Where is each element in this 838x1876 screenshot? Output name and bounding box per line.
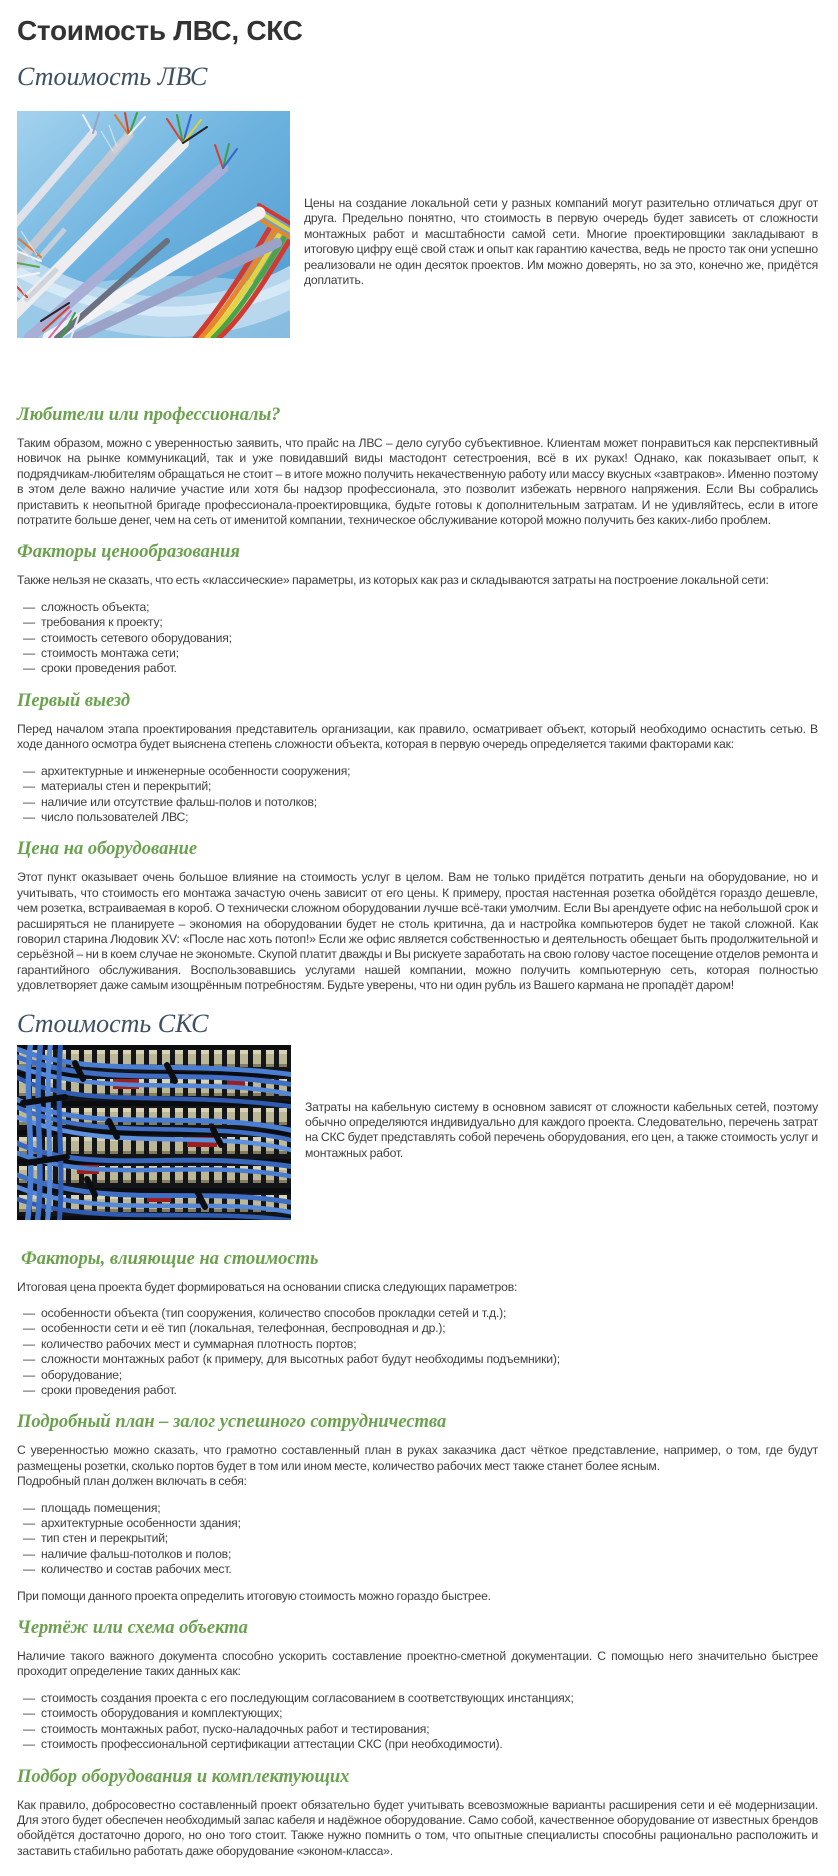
lvs-sub1-paragraph: Таким образом, можно с уверенностью заявить, что прайс на ЛВС – дело сугубо субъективное. Клиентам может понравиться как перспективный новичок на рынке коммуникаций, так и уже повидавший виды мастодонт сетестроения, всё в их руках! Однако, как показывает опыт, к подрядчикам-любителям обращаться не стоит – в итоге можно получить некачественную работу или массу вкусных «завтраков». Именно поэтому в этом деле важно наличие участие или хотя бы надзор профессионала, это позволит избежать нервного напряжения. Если Вы собрались приставить к неопытной бригаде профессионала-проектировщика, будьте готовы к дополнительным затратам. И не удивляйтесь, если в итоге потратите больше денег, чем на сеть от именитой компании, техническое обслуживание которой можно получить без каких-либо проблем. (17, 436, 818, 528)
sks-intro-paragraph: Затраты на кабельную систему в основном зависят от сложности кабельных сетей, поэтому обычно определяются индивидуально для каждого проекта. Следовательно, перечень затрат на СКС будет представлять собой перечень оборудования, его цен, а также стоимость услуг и монтажных работ. (305, 1099, 818, 1160)
list-item: — сложности монтажных работ (к примеру, для высотных работ будут необходимы подъемники); (23, 1352, 818, 1367)
list-item: — особенности сети и её тип (локальная, телефонная, беспроводная и др.); (23, 1321, 818, 1336)
section-lvs (17, 62, 818, 994)
sks-sub2-paragraph: С уверенностью можно сказать, что грамотно составленный план в руках заказчика даст чёткое представление, например, о том, где будут размещены розетки, сколько портов будет в том или ином месте, количество рабочих мест также станет более ясным. (17, 1443, 818, 1473)
list-item: — сроки проведения работ. (23, 1383, 818, 1398)
list-item: — архитектурные особенности здания; (23, 1516, 818, 1531)
list-item: — стоимость создания проекта с его последующим согласованием в соответствующих инстанциях; (23, 1691, 818, 1706)
patch-panel-image (17, 1045, 291, 1220)
lvs-sub3-heading: Первый выезд (17, 690, 131, 711)
sks-sub3-list (17, 1691, 818, 1753)
list-item: — требования к проекту; (23, 615, 818, 630)
lvs-media-row (17, 111, 818, 338)
list-item: — стоимость сетевого оборудования; (23, 631, 818, 646)
sks-sub1-heading: Факторы, влияющие на стоимость (21, 1248, 319, 1269)
lvs-intro-paragraph: Цены на создание локальной сети у разных компаний могут разительно отличаться друг от друга. Предельно понятно, что стоимость в первую очередь будет зависеть от сложности монтажных работ и масштабности самой сети. Многие проектировщики закладывают в итоговую цифру ещё свой стаж и опыт как гарантию качества, ведь не просто так они успешно реализовали не один десяток проектов. Им можно доверять, но за это, конечно же, придётся доплатить. (304, 196, 818, 288)
sks-sub2-heading: Подробный план – залог успешного сотрудничества (17, 1412, 447, 1433)
page-title: Стоимость ЛВС, СКС (17, 15, 303, 46)
sks-intro-block (305, 1045, 818, 1162)
list-item: — сроки проведения работ. (23, 661, 818, 676)
lan-cables-image (17, 111, 290, 338)
sks-heading: Стоимость СКС (17, 1008, 209, 1038)
lvs-sub2-list (17, 600, 818, 677)
list-item: — площадь помещения; (23, 1501, 818, 1516)
list-item: — материалы стен и перекрытий; (23, 779, 818, 794)
sks-sub1-lead: Итоговая цена проекта будет формироваться на основании списка следующих параметров: (17, 1279, 518, 1294)
sks-sub2-lead: Подробный план должен включать в себя: (17, 1474, 247, 1489)
list-item: — стоимость профессиональной сертификации аттестации СКС (при необходимости). (23, 1737, 818, 1752)
lvs-sub2-lead: Также нельзя не сказать, что есть «классические» параметры, из которых как раз и складываются затраты на построение локальной сети: (17, 573, 769, 588)
sks-sub3-heading: Чертёж или схема объекта (17, 1618, 248, 1639)
sks-sub2-outro: При помощи данного проекта определить итоговую стоимость можно гораздо быстрее. (17, 1588, 491, 1603)
section-sks (17, 1009, 818, 1860)
list-item: — стоимость монтажных работ, пуско-наладочных работ и тестирования; (23, 1722, 818, 1737)
lvs-sub4-paragraph: Этот пункт оказывает очень большое влияние на стоимость услуг в целом. Вам не только придётся потратить деньги на оборудование, но и учитывать, что стоимость его монтажа зачастую очень зависит от его цены. К примеру, простая настенная розетка обойдётся гораздо дешевле, чем розетка, встраиваемая в короб. О технически сложном оборудовании лучше всё-таки умолчим. Если Вы арендуете офис на небольшой срок и расширяться не планируете – экономия на оборудовании будет не столь критична, да и настройка компьютеров будет не такой сложной. Как говорил старина Людовик XV: «После нас хоть потоп!» Если же офис является собственностью и деятельность обещает быть продолжительной и серьёзной – ни в коем случае не экономьте. Скупой платит дважды и Вы рискуете заработать на свою голову частое посещение отделов ремонта и гарантийного обслуживания. Воспользовавшись услугами нашей компании, можно получить компьютерную сеть, которая полностью удовлетворяет даже самым изощрённым потребностям. Будьте уверены, что ни один рубль из Вашего кармана не пропадёт даром! (17, 870, 818, 993)
list-item: — оборудование; (23, 1368, 818, 1383)
list-item: — особенности объекта (тип сооружения, количество способов прокладки сетей и т.д.); (23, 1306, 818, 1321)
lvs-sub2-heading: Факторы ценообразования (17, 542, 240, 563)
sks-sub4-paragraph: Как правило, добросовестно составленный проект обязательно будет учитывать всевозможные варианты расширения сети и её модернизации. Для этого будет обеспечен необходимый запас кабеля и надёжное оборудование. Само собой, качественное оборудование от известных брендов обойдётся достаточно дорого, но оно того стоит. Также нужно помнить о том, что опытные специалисты способны рационально расположить и заставить стабильно работать даже оборудование «эконом-класса». (17, 1797, 818, 1858)
lvs-sub3-lead: Перед началом этапа проектирования представитель организации, как правило, осматривает объект, который необходимо оснастить сетью. В ходе данного осмотра будет выяснена степень сложности объекта, которая в первую очередь определяется такими факторами как: (17, 721, 818, 752)
sks-sub2-list (17, 1501, 818, 1578)
list-item: — количество рабочих мест и суммарная плотность портов; (23, 1337, 818, 1352)
sks-sub4-heading: Подбор оборудования и комплектующих (17, 1766, 350, 1787)
list-item: — число пользователей ЛВС; (23, 810, 818, 825)
list-item: — архитектурные и инженерные особенности сооружения; (23, 764, 818, 779)
list-item: — стоимость оборудования и комплектующих; (23, 1706, 818, 1721)
list-item: — стоимость монтажа сети; (23, 646, 818, 661)
list-item: — количество и состав рабочих мест. (23, 1562, 818, 1577)
sks-media-row (17, 1045, 818, 1220)
lvs-sub1-heading: Любители или профессионалы? (17, 405, 281, 425)
lvs-sub4-heading: Цена на оборудование (17, 839, 198, 860)
list-item: — сложность объекта; (23, 600, 818, 615)
list-item: — наличие или отсутствие фальш-полов и потолков; (23, 795, 818, 810)
lvs-heading: Стоимость ЛВС (17, 62, 208, 91)
list-item: — тип стен и перекрытий; (23, 1531, 818, 1546)
sks-sub3-lead: Наличие такого важного документа способно ускорить составление проектно-сметной документации. С помощью него значительно быстрее проходит определение таких данных как: (17, 1649, 818, 1679)
lvs-sub3-list (17, 764, 818, 826)
lvs-intro-block (304, 111, 818, 288)
list-item: — наличие фальш-потолков и полов; (23, 1547, 818, 1562)
sks-sub1-list (17, 1306, 818, 1398)
